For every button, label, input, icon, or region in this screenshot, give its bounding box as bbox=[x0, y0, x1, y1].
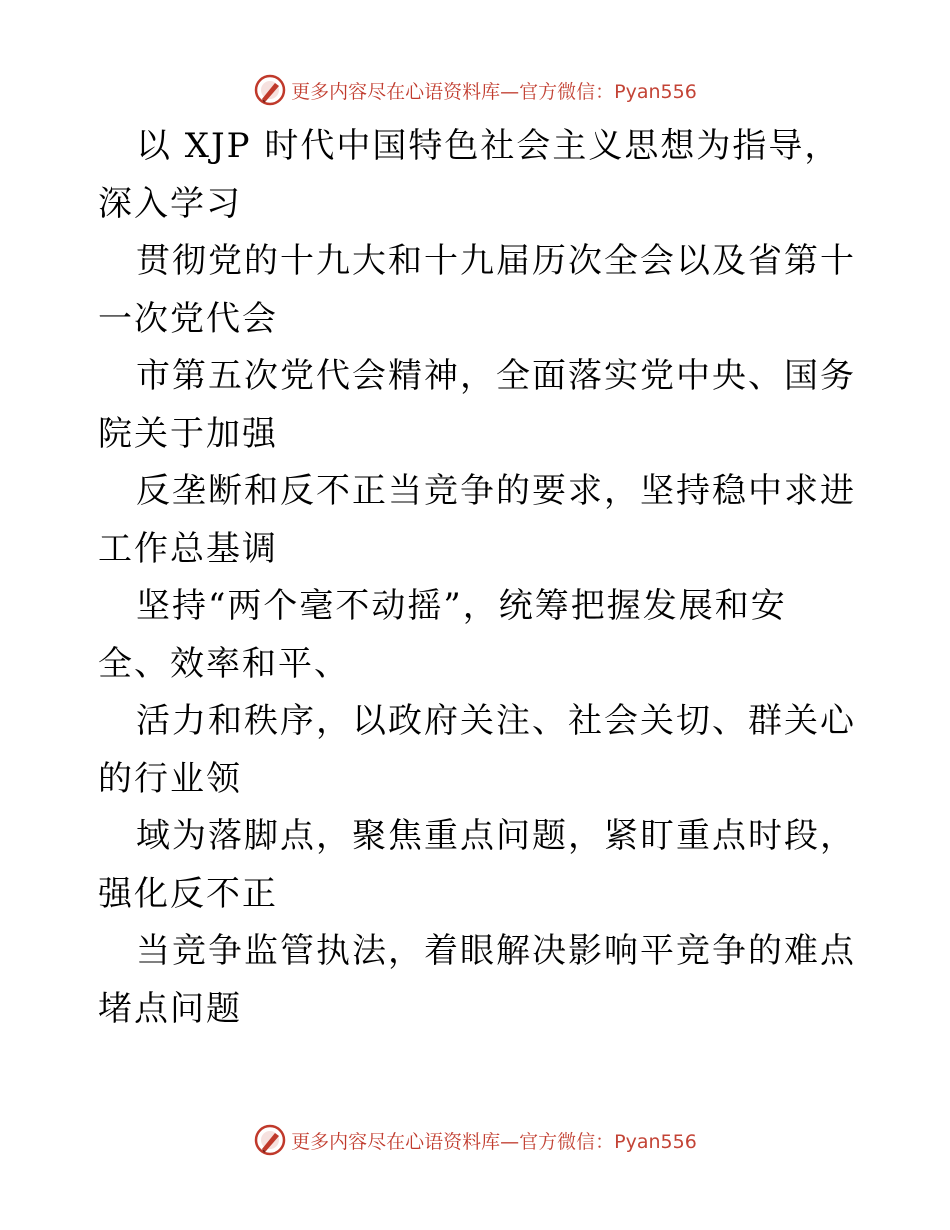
footer-banner bbox=[0, 1120, 950, 1160]
paragraph: 贯彻党的十九大和十九届历次全会以及省第十一次党代会 bbox=[98, 241, 856, 339]
footer-contact: —官方微信：Pyan556 bbox=[500, 1130, 697, 1153]
header-banner bbox=[0, 70, 950, 110]
paragraph: 当竞争监管执法，着眼解决影响平竞争的难点堵点问题 bbox=[98, 931, 856, 1029]
header-brand: 更多内容尽在心语资料库 bbox=[291, 80, 501, 103]
header-contact: —官方微信：Pyan556 bbox=[500, 80, 697, 103]
pen-logo-icon bbox=[253, 73, 287, 107]
footer-brand: 更多内容尽在心语资料库 bbox=[291, 1130, 501, 1153]
paragraph: 市第五次党代会精神，全面落实党中央、国务院关于加强 bbox=[98, 356, 856, 454]
paragraph: 以 XJP 时代中国特色社会主义思想为指导，深入学习 bbox=[98, 126, 841, 224]
paragraph: 域为落脚点，聚焦重点问题，紧盯重点时段，强化反不正 bbox=[98, 816, 856, 914]
paragraph: 坚持“两个毫不动摇”，统筹把握发展和安全、效率和平、 bbox=[98, 586, 787, 684]
paragraph: 活力和秩序，以政府关注、社会关切、群关心的行业领 bbox=[98, 701, 856, 799]
paragraph: 反垄断和反不正当竞争的要求，坚持稳中求进工作总基调 bbox=[98, 471, 856, 569]
pen-logo-icon bbox=[253, 1123, 287, 1157]
document-body bbox=[98, 118, 858, 1038]
